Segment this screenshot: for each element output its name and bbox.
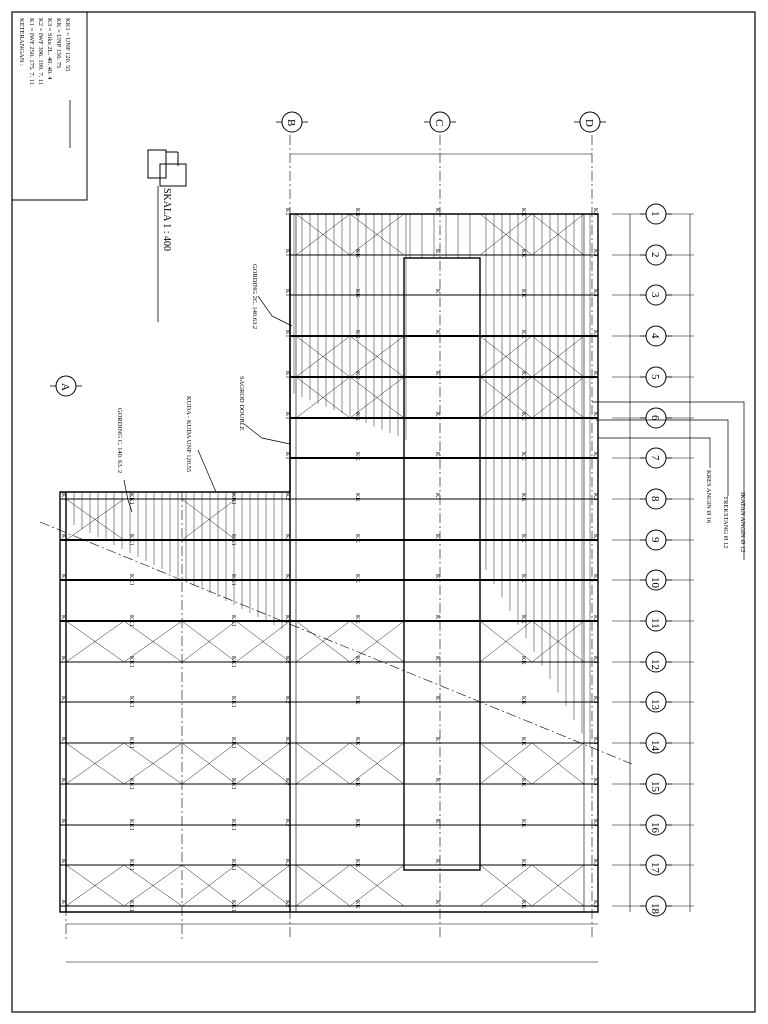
member-label: K1 [434,900,440,908]
legend [18,18,71,85]
member-label: K1 [434,615,440,623]
axis-bubble-row [640,448,672,468]
member-label: KK [354,656,360,665]
member-label: KK1 [230,900,236,912]
member-label: K1 [60,900,66,908]
member-label: K1 [284,249,290,257]
sheet-border [12,12,755,1012]
axis-label: 16 [649,822,661,833]
member-label: K3 [592,452,598,460]
member-label: KK [520,493,526,502]
callout-gording-annex: GORDING C. 140. 63. 2 [116,408,123,474]
key-plan-icon [148,150,186,186]
member-label: K3 [592,574,598,582]
member-label: K1 [434,330,440,338]
member-label: KK [354,615,360,624]
member-label: K1 [434,493,440,501]
member-label: KK [520,656,526,665]
leader-bracing-top [592,402,744,560]
member-label: KK [354,534,360,543]
axis-label: 3 [649,292,661,298]
member-label: KK [520,289,526,298]
axis-bubble-b [276,112,308,132]
member-label: KK [354,819,360,828]
scale-label: SKALA 1 : 400 [161,188,172,252]
member-label: KK [520,249,526,258]
axis-label: 2 [649,252,661,258]
member-label: K1 [284,412,290,420]
member-label: K3 [592,859,598,867]
axis-bubbles [50,112,672,916]
legend-item: K3 = Siku 2L. 40. 40. 4 [46,18,53,80]
member-label: KK1 [128,615,134,627]
member-label: K1 [434,574,440,582]
ridge-opening [404,258,480,870]
member-label: K2 [284,819,290,827]
legend-item: K2 = IWF 396. 199. 7. 11 [37,18,44,86]
member-label: K3 [592,615,598,623]
axis-label: 9 [649,537,661,543]
axis-label: 15 [649,781,661,792]
member-label: KK1 [230,859,236,871]
member-label: KK [354,208,360,217]
member-label: K3 [592,330,598,338]
member-label: K3 [592,249,598,257]
member-label: K1 [60,737,66,745]
member-label: K1 [434,737,440,745]
member-label: KK [520,452,526,461]
axis-bubble-row [640,285,672,305]
axis-bubble-row [640,530,672,550]
member-label: K2 [284,778,290,786]
axis-bubble-d [574,112,606,132]
axis-label: 4 [649,333,661,339]
member-label: K2 [284,900,290,908]
member-label: K2 [284,574,290,582]
member-label: K1 [434,412,440,420]
member-label: KK [520,737,526,746]
legend-item: KK = UNP 150. 75 [55,18,62,69]
leader-sagrod [244,424,290,444]
legend-title: KETERANGAN : [18,18,25,66]
member-label: KK [520,900,526,909]
member-label: KK [354,452,360,461]
member-label: K1 [434,452,440,460]
member-label: KK [354,778,360,787]
member-label: KK [354,574,360,583]
member-label: KK [520,412,526,421]
member-label: K1 [434,656,440,664]
wind-bracing [66,214,584,906]
axis-bubble-row [640,489,672,509]
member-label: K2 [284,615,290,623]
axis-bubble-row [640,652,672,672]
member-label: KK [354,900,360,909]
member-label: K1 [60,656,66,664]
axis-label: D [583,119,595,127]
member-label: K3 [592,534,598,542]
member-label: K2 [284,696,290,704]
grid-line-diagonal [40,522,632,764]
member-label: KK1 [128,819,134,831]
member-label: KK [354,330,360,339]
member-label: KK [520,778,526,787]
roof-frames [60,214,598,906]
member-label: KK [520,208,526,217]
member-label: K1 [434,289,440,297]
member-label: KK1 [128,737,134,749]
member-label: KK [520,371,526,380]
member-label: KK [520,819,526,828]
axis-label: 14 [649,740,661,751]
member-label: KK [354,371,360,380]
axis-label: 12 [649,659,661,670]
member-label: K3 [592,737,598,745]
axis-bubble-row [640,611,672,631]
callout-trekstang: TREKSTANG Ø 12 [722,496,729,549]
member-label: KK1 [128,493,134,505]
member-label: K1 [434,249,440,257]
axis-bubble-row [640,774,672,794]
axis-label: 7 [649,455,661,461]
member-label: KK [520,574,526,583]
member-label: K3 [592,371,598,379]
member-label: KK [354,249,360,258]
axis-bubble-a [50,376,82,396]
member-label: K1 [60,574,66,582]
member-label: K1 [60,778,66,786]
member-label: KK1 [128,534,134,546]
member-label: KK [520,696,526,705]
member-label: K3 [592,819,598,827]
axis-bubble-row [640,245,672,265]
member-label: K2 [284,656,290,664]
legend-item: K1 = IWF 250. 175. 7. 11 [28,18,35,86]
member-label: K1 [284,452,290,460]
member-label: K1 [60,534,66,542]
axis-label: A [59,383,71,391]
member-label: K3 [592,208,598,216]
axis-bubble-row [640,326,672,346]
member-label: KK1 [230,534,236,546]
purlin-lines [66,214,590,747]
axis-label: C [433,119,445,127]
axis-bubble-row [640,570,672,590]
member-label: K1 [60,859,66,867]
member-label: K3 [592,696,598,704]
axis-label: 6 [649,415,661,421]
member-label: KK1 [230,696,236,708]
member-label: KK1 [230,778,236,790]
member-label: KK [520,330,526,339]
axis-label: 18 [649,903,661,914]
axis-bubble-c [424,112,456,132]
member-label: KK1 [230,493,236,505]
axis-bubble-row [640,896,672,916]
member-label: KK1 [128,859,134,871]
member-label: KK [354,493,360,502]
member-label: K1 [60,696,66,704]
member-labels [60,208,598,912]
axis-label: 11 [649,618,661,629]
callout-bracing-top: IKATAN ANGIN Ø 12 [739,492,746,553]
member-label: KK1 [230,819,236,831]
axis-label: 17 [649,862,661,873]
callout-kuda-kuda: KUDA - KUDA UNP 120.55 [185,396,192,473]
axis-bubble-row [640,733,672,753]
member-label: K1 [434,778,440,786]
axis-bubble-row [640,367,672,387]
leader-gording-main [258,296,292,326]
member-label: KK [354,289,360,298]
member-label: K2 [284,493,290,501]
member-label: KK1 [128,778,134,790]
callout-kres-angin: KRES ANGIN Ø 16 [705,470,712,524]
member-label: KK1 [128,900,134,912]
member-label: K1 [434,534,440,542]
member-label: K1 [434,859,440,867]
member-label: K1 [434,208,440,216]
member-label: KK1 [128,696,134,708]
axis-label: 5 [649,374,661,380]
member-label: KK1 [230,574,236,586]
callout-sagrod: SAGROD DOUBLE [238,376,245,431]
member-label: K3 [592,289,598,297]
member-label: K2 [284,737,290,745]
member-label: K3 [592,656,598,664]
member-label: KK1 [230,656,236,668]
axis-bubble-row [640,855,672,875]
member-label: KK [520,859,526,868]
axis-label: 8 [649,496,661,502]
member-label: KK1 [230,615,236,627]
axis-bubble-row [640,692,672,712]
axis-label: 10 [649,577,661,588]
member-label: K1 [284,371,290,379]
axis-label: B [285,119,297,127]
member-label: KK [354,737,360,746]
axis-label: 1 [649,211,661,217]
axis-bubble-row [640,204,672,224]
axis-bubble-row [640,408,672,428]
member-label: K2 [284,534,290,542]
member-label: K1 [60,819,66,827]
member-label: K3 [592,493,598,501]
member-label: KK1 [128,574,134,586]
member-label: K1 [434,371,440,379]
member-label: K1 [284,289,290,297]
member-label: K3 [592,412,598,420]
member-label: KK [520,534,526,543]
leader-kuda [198,450,216,492]
axis-bubble-row [640,815,672,835]
member-label: KK1 [230,737,236,749]
member-label: K1 [60,493,66,501]
member-label: K1 [434,819,440,827]
member-label: KK [354,696,360,705]
callout-gording-main: GORDING 2C. 140.63.2 [251,264,258,330]
member-label: K1 [284,330,290,338]
member-label: K1 [284,208,290,216]
legend-item: KK1 = UNP 120. 55 [64,18,71,72]
member-label: KK1 [128,656,134,668]
member-label: KK [354,859,360,868]
member-label: K3 [592,778,598,786]
member-label: KK [354,412,360,421]
member-label: K1 [434,696,440,704]
member-label: KK [520,615,526,624]
axis-label: 13 [649,699,661,710]
member-label: K3 [592,900,598,908]
member-label: K1 [60,615,66,623]
member-label: K2 [284,859,290,867]
